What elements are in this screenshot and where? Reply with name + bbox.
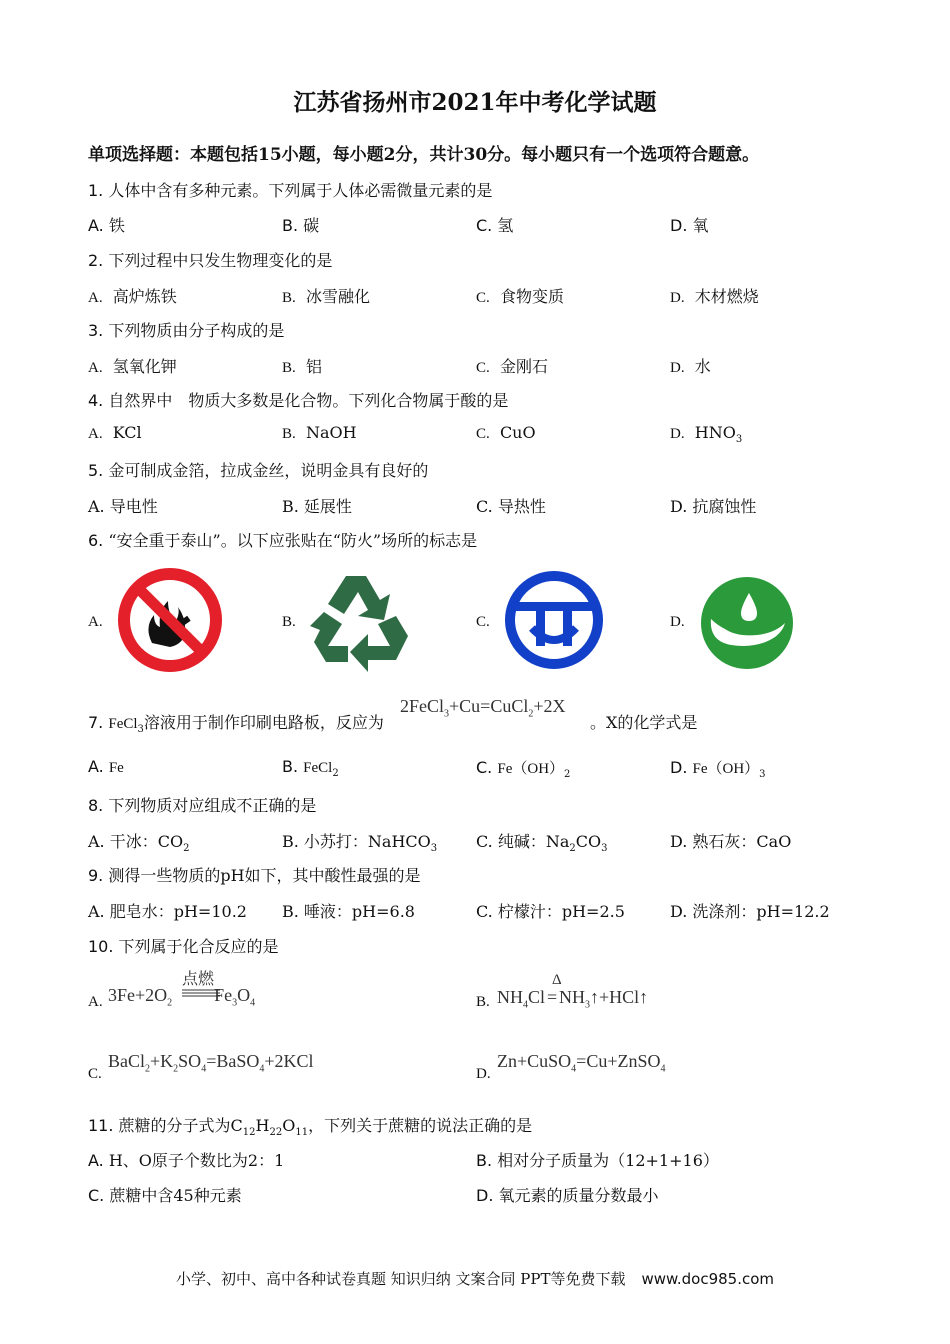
q4-option-b: B. NaOH	[282, 423, 357, 442]
q9-option-b: B. 唾液：pH=6.8	[282, 902, 415, 921]
question-11: 11. 蔗糖的分子式为$C_{12}H_{22}O_{11}$，下列关于蔗糖的说法正确的是	[88, 1116, 533, 1139]
q9-option-c: C. 柠檬汁：pH=2.5	[476, 902, 625, 921]
q5-option-c: C. 导热性	[476, 497, 546, 516]
question-2: 2. 下列过程中只发生物理变化的是	[88, 251, 333, 270]
footer-link[interactable]: www.doc985.com	[641, 1270, 775, 1288]
q10-option-c-label: C.	[88, 1066, 102, 1082]
q7-option-b: B. FeCl$_2$	[282, 757, 339, 780]
q8-option-b: B. 小苏打：NaHCO$_3$	[282, 832, 438, 855]
q11-option-c: C. 蔗糖中含45种元素	[88, 1186, 242, 1205]
q6-option-d-label: D.	[670, 614, 685, 630]
q9-option-a: A. 肥皂水：pH=10.2	[88, 902, 247, 921]
q8-option-a: A. 干冰：$CO_2$	[88, 832, 190, 855]
question-4: 4. 自然界中 物质大多数是化合物。下列化合物属于酸的是	[88, 391, 509, 410]
q5-option-a: A. 导电性	[88, 497, 158, 516]
q10-option-a-equals-sign	[182, 988, 220, 998]
q10-option-b-equation: $NH_4Cl$ = $NH_3↑+HCl↑$	[497, 987, 649, 1011]
q4-option-c: C. CuO	[476, 423, 536, 442]
footer: 小学、初中、高中各种试卷真题 知识归纳 文案合同 PPT等免费下载 www.doc985.com	[175, 1270, 775, 1288]
q10-option-a-condition: 点燃	[182, 971, 215, 988]
question-7: 7. FeCl$_3$溶液用于制作印刷电路板，反应为	[88, 713, 384, 736]
water-saving-sign-icon	[697, 575, 797, 671]
q7-equation: 2FeCl$_3$+Cu=CuCl$_2$+2X	[400, 696, 566, 720]
q6-option-b-label: B.	[282, 614, 296, 630]
q10-option-b-label: B.	[476, 994, 490, 1010]
q1-option-c: C. 氢	[476, 216, 514, 235]
recycle-icon	[308, 566, 418, 674]
question-3: 3. 下列物质由分子构成的是	[88, 321, 285, 340]
question-5: 5. 金可制成金箔，拉成金丝，说明金具有良好的	[88, 461, 429, 480]
q11-option-b: B. 相对分子质量为（12+1+16）	[476, 1151, 719, 1170]
q8-option-d: D. 熟石灰：CaO	[670, 832, 792, 851]
q10-option-d-label: D.	[476, 1066, 491, 1082]
q10-option-a-equation: $3Fe+2O_2$ $Fe_3O_4$	[108, 985, 256, 1009]
q1-option-d: D. 氧	[670, 216, 709, 235]
q1-option-b: B. 碳	[282, 216, 320, 235]
q5-option-b: B. 延展性	[282, 497, 352, 516]
q7-question-tail: 。X的化学式是	[590, 713, 698, 732]
q9-option-d: D. 洗涤剂：pH=12.2	[670, 902, 830, 921]
no-fire-sign-icon	[114, 565, 226, 675]
question-8: 8. 下列物质对应组成不正确的是	[88, 796, 317, 815]
q11-option-a: A. H、O原子个数比为2：1	[88, 1151, 285, 1170]
q10-option-d-equation: Zn+CuSO$_4$=Cu+ZnSO$_4$	[497, 1051, 666, 1075]
q2-option-c: C. 食物变质	[476, 287, 564, 306]
q1-option-a: A. 铁	[88, 216, 125, 235]
q11-option-d: D. 氧元素的质量分数最小	[476, 1186, 659, 1205]
q7-option-d: D. $Fe(OH)_3$	[670, 758, 766, 781]
q4-option-a: A. KCl	[88, 423, 142, 442]
q8-option-c: C. 纯碱：$Na_2CO_3$	[476, 832, 608, 855]
blue-circle-sign-icon	[502, 568, 606, 672]
q3-option-a: A. 氢氧化钾	[88, 357, 177, 376]
q2-option-a: A. 高炉炼铁	[88, 287, 177, 306]
q2-option-d: D. 木材燃烧	[670, 287, 759, 306]
question-10: 10. 下列属于化合反应的是	[88, 937, 279, 956]
q5-option-d: D. 抗腐蚀性	[670, 497, 757, 516]
q7-option-c: C. $Fe(OH)_2$	[476, 758, 571, 781]
q10-option-b-condition: Δ	[552, 972, 562, 988]
question-6: 6. “安全重于泰山”。以下应张贴在“防火”场所的标志是	[88, 531, 478, 550]
q10-option-c-equation: $BaCl_2+K_2SO_4=BaSO_4+2KCl$	[108, 1051, 314, 1075]
q7-option-a: A. Fe	[88, 757, 124, 776]
question-9: 9. 测得一些物质的pH如下，其中酸性最强的是	[88, 866, 421, 885]
section-heading: 单项选择题：本题包括15小题，每小题2分，共计30分。每小题只有一个选项符合题意。	[88, 145, 760, 165]
q6-option-a-label: A.	[88, 614, 103, 630]
q2-option-b: B. 冰雪融化	[282, 287, 370, 306]
q3-option-b: B. 铝	[282, 357, 322, 376]
q3-option-d: D. 水	[670, 357, 711, 376]
q3-option-c: C. 金刚石	[476, 357, 548, 376]
q10-option-a-label: A.	[88, 994, 103, 1010]
q6-option-c-label: C.	[476, 614, 490, 630]
question-1: 1. 人体中含有多种元素。下列属于人体必需微量元素的是	[88, 181, 493, 200]
page-title: 江苏省扬州市2021年中考化学试题	[293, 89, 657, 116]
q4-option-d: D. $HNO_3$	[670, 423, 743, 446]
